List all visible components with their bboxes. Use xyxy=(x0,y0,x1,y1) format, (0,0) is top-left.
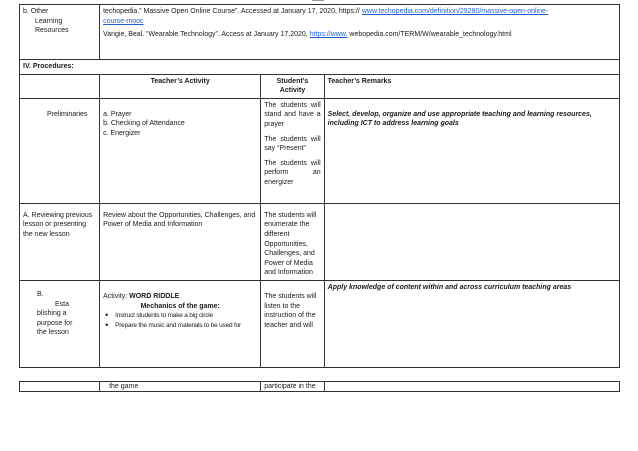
resources-label-cell xyxy=(20,5,100,60)
establishing-remarks-cell xyxy=(324,280,619,367)
reviewing-activity: Review about the Opportunities, Challenges, and Power of Media and Information xyxy=(103,211,256,229)
student-present: The students will say “Present” xyxy=(264,135,321,153)
resources-label-line: Learning xyxy=(35,17,63,25)
remarks-teaching-resources: Select, develop, organize and use appropriate teaching and learning resources, including ICT to address learning goals xyxy=(327,110,592,128)
student-energizer: The students will perform an energizer xyxy=(264,159,321,186)
activity-prayer: a. Prayer xyxy=(103,110,132,118)
page2-label-cell xyxy=(20,382,100,392)
teacher-activity-header: Teacher’s Activity xyxy=(100,74,261,98)
establishing-label-line: blishing a xyxy=(37,310,67,318)
resource-citation-1: techopedia.” Massive Open Online Course”. Accessed at January 17, 2020, https:// xyxy=(103,8,360,15)
techopedia-link-cont[interactable]: course-mooc xyxy=(103,17,144,25)
student-prayer: The students will stand and have a prayer xyxy=(264,101,321,128)
mechanics-bullet: • Instruct students to make a big circle xyxy=(103,311,257,321)
page2-student-cell xyxy=(261,382,324,392)
establishing-student: The students will listen to the instruction of the teacher and will xyxy=(264,292,317,329)
establishing-activity-cell xyxy=(100,280,261,367)
procedures-title: IV. Procedures: xyxy=(20,60,620,75)
student-activity-header xyxy=(261,74,324,98)
activity-energizer: c. Energizer xyxy=(103,129,141,137)
student-activity-header-line: Student’s xyxy=(276,77,309,85)
mechanics-title: Mechanics of the game: xyxy=(140,302,220,310)
reviewing-remarks-cell xyxy=(324,203,619,280)
page-top-mark xyxy=(312,0,324,1)
header-blank xyxy=(20,74,100,98)
preliminaries-label-cell xyxy=(20,98,100,203)
preliminaries-remarks-cell xyxy=(324,98,619,203)
page2-activity: the game xyxy=(109,383,139,390)
page2-table xyxy=(19,381,620,392)
techopedia-link[interactable]: www.techopedia.com/definition/29280/massive-open-online- xyxy=(361,8,549,15)
page2-remarks-cell xyxy=(324,382,619,392)
establishing-row xyxy=(20,280,620,367)
activity-title-line xyxy=(103,292,257,302)
establishing-label-cell xyxy=(20,280,100,367)
lesson-plan-table xyxy=(19,4,620,368)
preliminaries-activity-cell xyxy=(100,98,261,203)
establishing-label-letter: B. xyxy=(37,290,44,298)
page2-student: participate in the xyxy=(264,383,316,390)
reviewing-label-cell xyxy=(20,203,100,280)
procedures-row xyxy=(20,60,620,75)
resource-citation-2: Vangie, Beal. “Wearable Technology”. Access at January 17,2020, xyxy=(103,31,308,39)
remarks-curriculum-knowledge: Apply knowledge of content within and across curriculum teaching areas xyxy=(327,283,572,291)
resources-label-line: b. Other xyxy=(23,8,49,15)
resources-row xyxy=(20,5,620,60)
activity-title: WORD RIDDLE xyxy=(129,292,180,300)
page2-row xyxy=(20,382,620,392)
reviewing-label: A. Reviewing previous lesson or presenting the new lesson xyxy=(23,211,93,238)
establishing-label-line: Esta xyxy=(55,300,70,308)
reviewing-student: The students will enumerate the different Opportunities, Challenges, and Power of Media and Information xyxy=(264,211,317,277)
mechanics-list xyxy=(103,311,257,330)
establishing-label-line: purpose for xyxy=(37,319,73,327)
activity-prefix: Activity: xyxy=(103,292,130,300)
reviewing-activity-cell xyxy=(100,203,261,280)
establishing-student-cell xyxy=(261,280,324,367)
preliminaries-label: Preliminaries xyxy=(47,110,88,118)
webopedia-link[interactable]: https://www. xyxy=(309,31,348,39)
resource-citation-2-url: webopedia.com/TERM/W/wearable_technology.html xyxy=(349,31,512,39)
resources-content-cell xyxy=(100,5,620,60)
page2-activity-cell xyxy=(100,382,261,392)
header-row xyxy=(20,74,620,98)
establishing-label-line: the lesson xyxy=(37,329,69,337)
student-activity-header-line: Activity xyxy=(279,87,306,95)
reviewing-row xyxy=(20,203,620,280)
preliminaries-row xyxy=(20,98,620,203)
activity-attendance: b. Checking of Attendance xyxy=(103,120,185,128)
teacher-remarks-header: Teacher’s Remarks xyxy=(324,74,619,98)
reviewing-student-cell xyxy=(261,203,324,280)
preliminaries-student-cell xyxy=(261,98,324,203)
mechanics-bullet: • Prepare the music and materials to be used for xyxy=(103,321,257,331)
resources-label-line: Resources xyxy=(35,27,69,35)
